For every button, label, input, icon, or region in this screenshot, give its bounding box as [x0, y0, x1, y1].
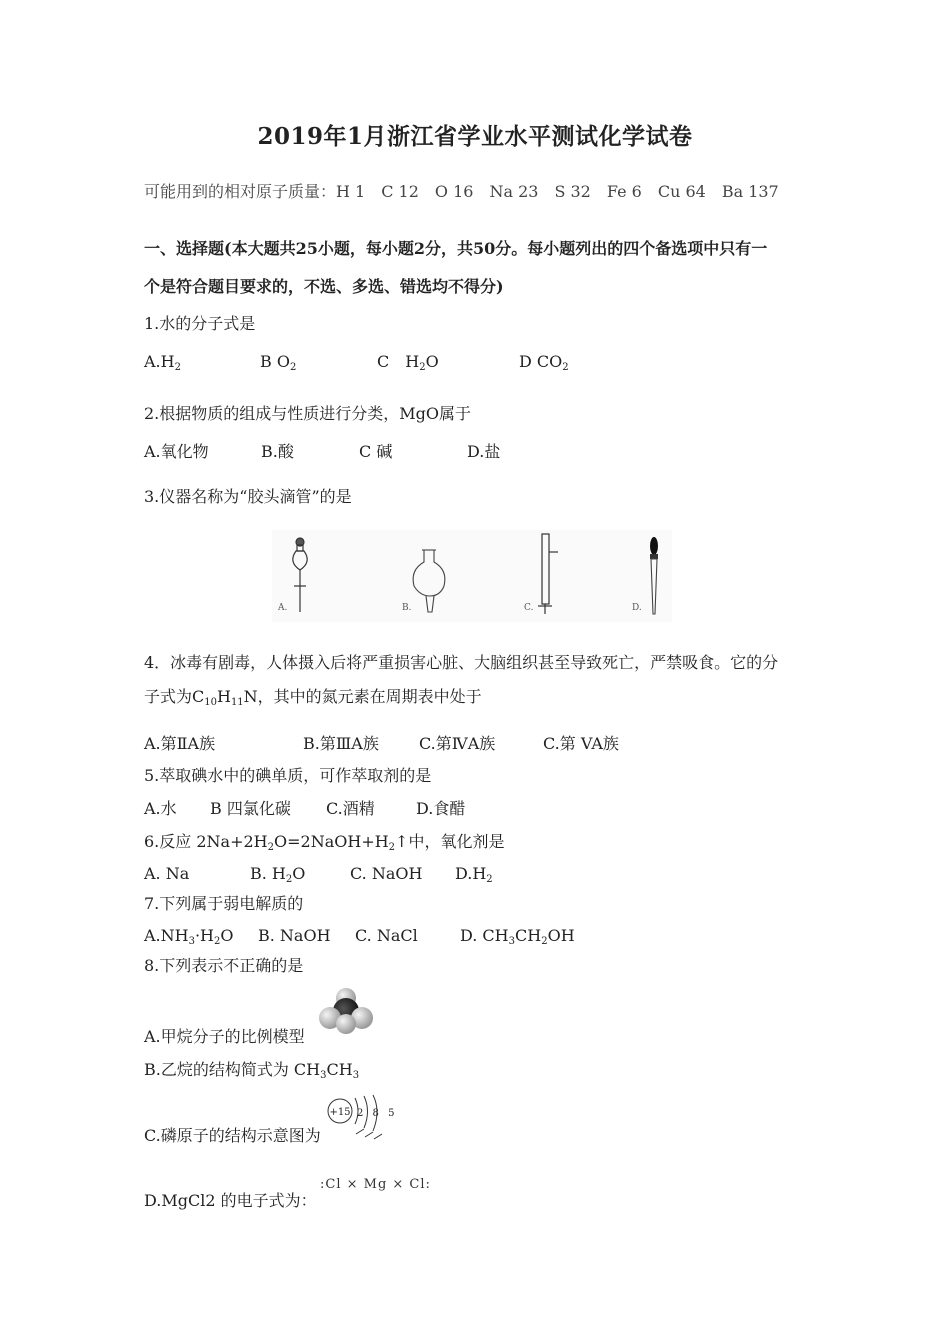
- mgcl2-electron-formula: :Cl × Mg × Cl:: [320, 1177, 431, 1192]
- q4-option-b: B.第ⅢA族: [303, 734, 379, 753]
- q6-option-d: $D.H_2$: [455, 864, 493, 885]
- q2-option-d: D.盐: [467, 442, 501, 461]
- q2-option-c: C 碱: [359, 442, 393, 461]
- q4-stem-line1: 4．冰毒有剧毒，人体摄入后将严重损害心脏、大脑组织甚至导致死亡，严禁吸食。它的分: [144, 653, 779, 672]
- q7-option-c: C. NaCl: [355, 926, 418, 945]
- q4-option-a: A.第ⅡA族: [144, 734, 216, 753]
- q5-option-d: D.食醋: [416, 799, 466, 818]
- methane-space-filling-model: [318, 988, 374, 1034]
- q2-option-a: A.氧化物: [144, 442, 209, 461]
- q4-stem-line2: 子式为$C_{10}H_{11}N$，其中的氮元素在周期表中处于: [144, 687, 482, 708]
- q7-option-d: D. $CH_3CH_2OH$: [460, 926, 575, 947]
- q6-option-b: B. $H_2O$: [250, 864, 306, 885]
- phosphorus-atom-structure-diagram: [326, 1094, 398, 1140]
- q8-option-a: A.甲烷分子的比例模型: [144, 1027, 305, 1046]
- q8-option-c: C.磷原子的结构示意图为: [144, 1126, 321, 1145]
- q7-stem: 7.下列属于弱电解质的: [144, 894, 304, 913]
- q6-option-c: C. NaOH: [350, 864, 423, 883]
- q3-caption-b: B.: [402, 603, 412, 613]
- atomic-masses-note: 可能用到的相对原子质量：H 1 C 12 O 16 Na 23 S 32 Fe 6 Cu 64 Ba 137: [144, 182, 779, 201]
- q8-option-d: D.MgCl2 的电子式为：: [144, 1191, 317, 1210]
- q5-option-a: A.水: [144, 799, 177, 818]
- q1-option-d: D $CO_2$: [519, 352, 569, 373]
- q8-stem: 8.下列表示不正确的是: [144, 956, 304, 975]
- q1-option-c: C $H_2O$: [377, 352, 439, 373]
- q1-stem: 1.水的分子式是: [144, 314, 256, 333]
- q8-option-b: B.乙烷的结构简式为 $CH_3CH_3$: [144, 1060, 360, 1081]
- q1-option-a: $A.H_2$: [144, 352, 181, 373]
- q3-caption-c: C.: [524, 603, 534, 613]
- q3-stem: 3.仪器名称为“胶头滴管”的是: [144, 487, 352, 506]
- q4-option-d: C.第 VA族: [543, 734, 619, 753]
- section-heading-line2: 个是符合题目要求的，不选、多选、错选均不得分): [144, 277, 504, 296]
- q6-option-a: A. Na: [144, 864, 190, 883]
- q5-stem: 5.萃取碘水中的碘单质，可作萃取剂的是: [144, 766, 432, 785]
- q4-option-c: C.第ⅣA族: [419, 734, 496, 753]
- q3-caption-a: A.: [278, 603, 288, 613]
- section-heading-line1: 一、选择题(本大题共25小题，每小题2分，共50分。每小题列出的四个备选项中只有一: [144, 239, 768, 258]
- q2-option-b: B.酸: [261, 442, 294, 461]
- q3-apparatus-figure: [272, 530, 672, 622]
- q1-option-b: B $O_2$: [260, 352, 297, 373]
- q7-option-a: $A.NH_3\cdot H_2O$: [144, 926, 234, 947]
- page-title: 2019年1月浙江省学业水平测试化学试卷: [257, 123, 693, 150]
- nucleus-charge-label: +15: [329, 1107, 351, 1118]
- q7-option-b: B. NaOH: [258, 926, 331, 945]
- q6-stem: 6.反应 $2Na+2H_2O=2NaOH+H_2↑$中，氧化剂是: [144, 832, 505, 853]
- q3-caption-d: D.: [632, 603, 642, 613]
- q5-option-b: B 四氯化碳: [210, 799, 291, 818]
- q5-option-c: C.酒精: [326, 799, 375, 818]
- electron-shell-counts: 2 8 5: [357, 1108, 398, 1119]
- q2-stem: 2.根据物质的组成与性质进行分类，MgO属于: [144, 404, 472, 423]
